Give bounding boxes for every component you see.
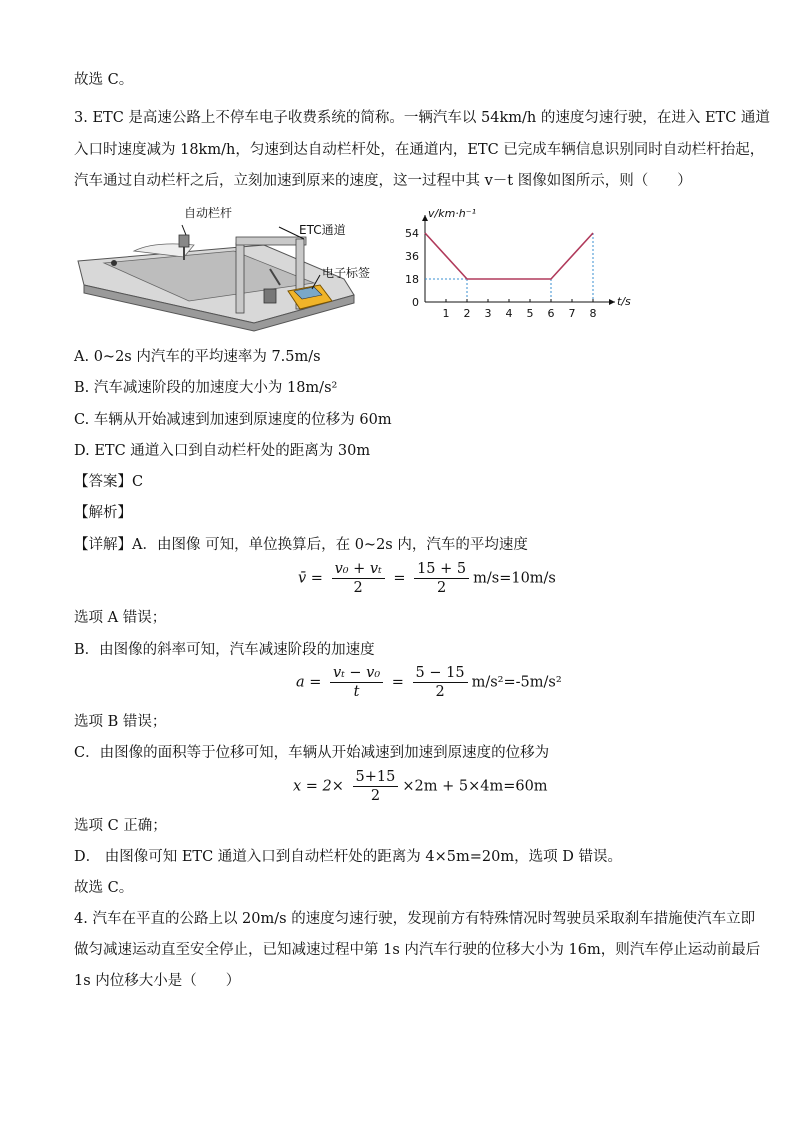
option-d: D. ETC 通道入口到自动栏杆处的距离为 30m: [74, 443, 371, 459]
y-axis-label: v/km·h⁻¹: [428, 207, 476, 220]
x-axis-label: t/s: [617, 295, 631, 308]
x-tick-8: 8: [589, 307, 597, 320]
label-tag: 电子标签: [322, 266, 371, 280]
x-tick-6: 6: [547, 307, 555, 320]
vt-chart: [395, 205, 635, 325]
q3-stem-line1: 3. ETC 是高速公路上不停车电子收费系统的简称。一辆汽车以 54km/h 的速度匀速行驶，在进入 ETC 通道: [74, 110, 770, 126]
conclusion: 故选 C。: [74, 880, 134, 896]
etc-lane-illustration: [74, 205, 384, 335]
prev-conclusion: 故选 C。: [74, 72, 134, 88]
x-tick-2: 2: [463, 307, 471, 320]
q4-stem-line2: 做匀减速运动直至安全停止，已知减速过程中第 1s 内汽车行驶的位移大小为 16m，则汽车停止运动前最后: [74, 942, 761, 958]
q3-stem-line3: 汽车通过自动栏杆之后，立刻加速到原来的速度，这一过程中其 v－t 图像如图所示，则（ ）: [74, 173, 692, 189]
option-b: B. 汽车减速阶段的加速度大小为 18m/s²: [74, 380, 338, 396]
equation-acceleration: a = $\frac{\text{vₜ − v₀}}{t}$ = $\frac{5 - 15}{2}$ m/s²=-5m/s²: [296, 665, 562, 700]
label-gate: 自动栏杆: [184, 206, 233, 220]
q4-stem-line1: 4. 汽车在平直的公路上以 20m/s 的速度匀速行驶，发现前方有特殊情况时驾驶员采取刹车措施使汽车立即: [74, 911, 756, 927]
option-a: A. 0~2s 内汽车的平均速率为 7.5m/s: [74, 349, 321, 365]
answer-line: [74, 472, 143, 492]
y-tick-36: 36: [405, 250, 419, 263]
b-verdict: 选项 B 错误；: [74, 714, 167, 730]
x-tick-7: 7: [568, 307, 576, 320]
y-tick-54: 54: [405, 227, 419, 240]
equation-average-velocity: v̄ = $\frac{\text{v₀ + vₜ}}{2}$ = $\frac{15 + 5}{2}$ m/s=10m/s: [298, 561, 556, 596]
analysis-tag: 【解析】: [74, 505, 132, 521]
c-intro: C．由图像的面积等于位移可知，车辆从开始减速到加速到原速度的位移为: [74, 745, 550, 761]
b-intro: B．由图像的斜率可知，汽车减速阶段的加速度: [74, 642, 375, 658]
label-etc: ETC通道: [299, 223, 346, 237]
y-tick-0: 0: [412, 296, 419, 309]
x-tick-1: 1: [442, 307, 450, 320]
answer-tag: 【答案】: [74, 474, 132, 490]
x-tick-5: 5: [526, 307, 534, 320]
q4-stem-line3: 1s 内位移大小是（ ）: [74, 973, 241, 989]
x-tick-3: 3: [484, 307, 492, 320]
option-c: C. 车辆从开始减速到加速到原速度的位移为 60m: [74, 412, 392, 428]
x-axis-arrow: [609, 299, 615, 305]
answer-value: C: [132, 474, 144, 490]
d-explanation: D． 由图像可知 ETC 通道入口到自动栏杆处的距离为 4×5m=20m，选项 D 错误。: [74, 849, 622, 865]
a-verdict: 选项 A 错误；: [74, 610, 167, 626]
y-tick-18: 18: [405, 273, 419, 286]
c-verdict: 选项 C 正确；: [74, 818, 167, 834]
vt-series-line: [425, 233, 593, 279]
x-tick-4: 4: [505, 307, 513, 320]
q3-stem-line2: 入口时速度减为 18km/h，匀速到达自动栏杆处，在通道内，ETC 已完成车辆信息识别同时自动栏杆抬起，: [74, 142, 765, 158]
detail-a: 【详解】A．由图像 可知，单位换算后，在 0~2s 内，汽车的平均速度: [74, 537, 528, 553]
equation-displacement: x = 2× $\frac{5+15}{2}$ ×2m + 5×4m=60m: [293, 769, 548, 804]
